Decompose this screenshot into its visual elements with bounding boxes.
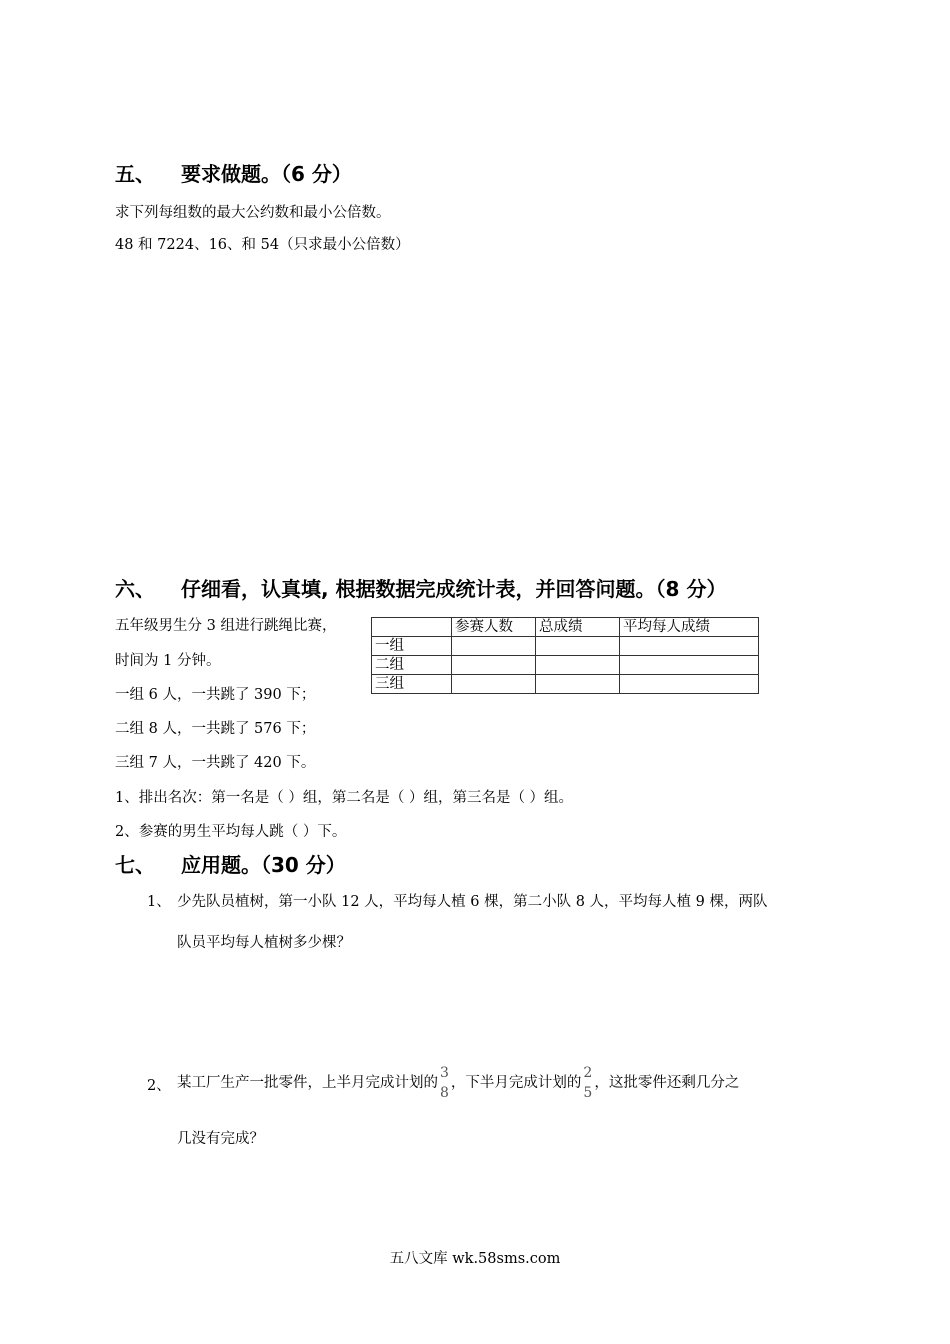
stats-table-row-label: 一组 [372, 637, 452, 656]
table-row [372, 637, 759, 656]
section-6-heading [115, 573, 726, 602]
stats-table-header-average: 平均每人成绩 [620, 618, 759, 637]
problem-2-number: 2、 [147, 1078, 171, 1094]
stats-table-header-row [372, 618, 759, 637]
problem-2-line-1 [177, 1063, 739, 1103]
problem-1-line-1: 少先队员植树，第一小队 12 人，平均每人植 6 棵，第二小队 8 人，平均每人植 9 棵，两队 [177, 894, 768, 910]
table-row [372, 656, 759, 675]
stats-table-cell[interactable] [620, 637, 759, 656]
section-5-instruction: 求下列每组数的最大公约数和最小公倍数。 [115, 205, 391, 221]
section-6-text-line-2: 时间为 1 分钟。 [115, 653, 221, 669]
problem-1-number: 1、 [147, 894, 171, 910]
section-6-text-line-1: 五年级男生分 3 组进行跳绳比赛， [115, 618, 337, 634]
fraction-two-fifths [583, 1066, 592, 1100]
section-5-heading [115, 158, 352, 187]
section-6-number: 六、 [115, 577, 155, 601]
problem-1-line-2: 队员平均每人植树多少棵？ [177, 935, 351, 951]
stats-table-row-label: 二组 [372, 656, 452, 675]
problem-2-text-part-3: ，这批零件还剩几分之 [594, 1075, 740, 1091]
fraction-1-numerator: 3 [440, 1065, 449, 1081]
stats-table-cell[interactable] [452, 637, 536, 656]
stats-table-cell[interactable] [452, 675, 536, 694]
stats-table-header-participants: 参赛人数 [452, 618, 536, 637]
section-6-title: 仔细看，认真填, 根据数据完成统计表，并回答问题。（8 分） [181, 577, 727, 601]
stats-table [371, 617, 759, 694]
section-6-question-1: 1、排出名次：第一名是（ ）组，第二名是（ ）组，第三名是（ ）组。 [115, 790, 574, 806]
problem-2-line-2: 几没有完成？ [177, 1131, 264, 1147]
table-row [372, 675, 759, 694]
stats-table-cell[interactable] [452, 656, 536, 675]
stats-table-row-label: 三组 [372, 675, 452, 694]
stats-table-cell[interactable] [536, 675, 620, 694]
section-6-question-2: 2、参赛的男生平均每人跳（ ）下。 [115, 824, 347, 840]
fraction-2-numerator: 2 [583, 1065, 593, 1081]
section-5-number: 五、 [115, 162, 155, 186]
fraction-2-denominator: 5 [583, 1085, 593, 1101]
stats-table-cell[interactable] [536, 637, 620, 656]
problem-2-text-part-2: ，下半月完成计划的 [450, 1075, 582, 1091]
stats-table-header-total: 总成绩 [536, 618, 620, 637]
section-7-title: 应用题。（30 分） [181, 853, 346, 877]
section-6-text-line-3: 一组 6 人，一共跳了 390 下； [115, 687, 316, 703]
section-7-number: 七、 [115, 853, 155, 877]
fraction-1-denominator: 8 [440, 1085, 449, 1101]
section-6-text-line-5: 三组 7 人，一共跳了 420 下。 [115, 755, 316, 771]
section-5-title: 要求做题。（6 分） [181, 162, 352, 186]
problem-2-text-part-1: 某工厂生产一批零件，上半月完成计划的 [177, 1075, 438, 1091]
section-5-problem: 48 和 7224、16、和 54（只求最小公倍数） [115, 237, 410, 253]
fraction-three-eighths [440, 1066, 449, 1100]
stats-table-cell[interactable] [620, 675, 759, 694]
section-7-heading [115, 849, 346, 878]
footer-watermark: 五八文库 wk.58sms.com [389, 1251, 561, 1267]
stats-table-corner-cell [372, 618, 452, 637]
stats-table-cell[interactable] [620, 656, 759, 675]
section-6-text-line-4: 二组 8 人，一共跳了 576 下； [115, 721, 316, 737]
stats-table-cell[interactable] [536, 656, 620, 675]
